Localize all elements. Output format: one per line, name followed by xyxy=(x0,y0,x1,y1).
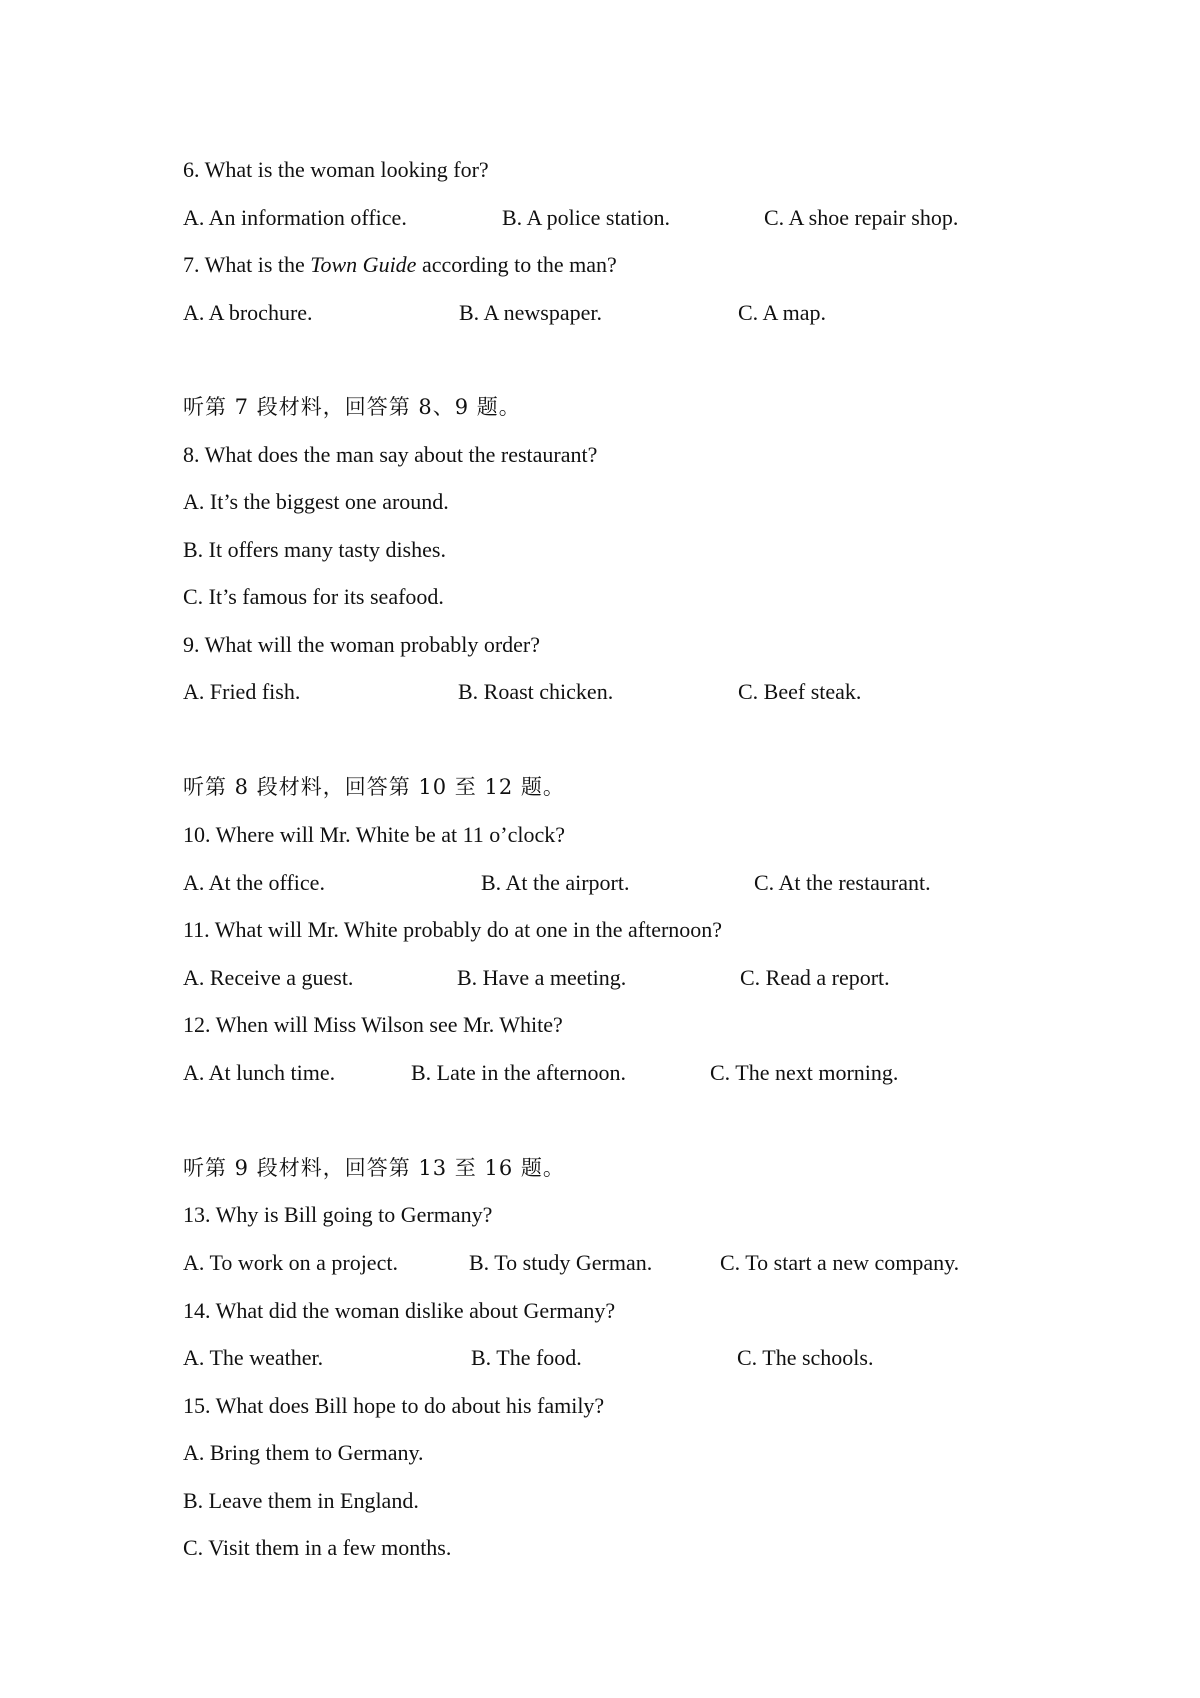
q6-option-a: A. An information office. xyxy=(183,205,407,230)
section-8-heading: 听第 8 段材料，回答第 10 至 12 题。 xyxy=(183,775,565,799)
q12-option-c: C. The next morning. xyxy=(710,1060,899,1085)
question-9-options xyxy=(183,678,1003,706)
q7-option-b: B. A newspaper. xyxy=(459,300,602,325)
question-7-pre: 7. What is the xyxy=(183,252,311,277)
q14-option-a: A. The weather. xyxy=(183,1345,324,1370)
question-6-options xyxy=(183,204,1003,232)
q15-option-a: A. Bring them to Germany. xyxy=(183,1440,424,1465)
question-12-options xyxy=(183,1059,1003,1087)
q11-option-c: C. Read a report. xyxy=(740,965,890,990)
q12-option-a: A. At lunch time. xyxy=(183,1060,336,1085)
question-10-options xyxy=(183,869,1003,897)
question-11-options xyxy=(183,964,1003,992)
q8-option-a: A. It’s the biggest one around. xyxy=(183,489,449,514)
q11-option-b: B. Have a meeting. xyxy=(457,965,627,990)
q11-option-a: A. Receive a guest. xyxy=(183,965,354,990)
question-15: 15. What does Bill hope to do about his family? xyxy=(183,1393,605,1418)
q10-option-a: A. At the office. xyxy=(183,870,325,895)
q13-option-b: B. To study German. xyxy=(469,1250,653,1275)
q8-option-c: C. It’s famous for its seafood. xyxy=(183,584,444,609)
question-13-options xyxy=(183,1249,1003,1277)
question-7-options xyxy=(183,299,1003,327)
q15-option-c: C. Visit them in a few months. xyxy=(183,1535,452,1560)
q13-option-c: C. To start a new company. xyxy=(720,1250,960,1275)
q9-option-a: A. Fried fish. xyxy=(183,679,301,704)
q6-option-b: B. A police station. xyxy=(502,205,671,230)
question-6: 6. What is the woman looking for? xyxy=(183,157,489,182)
question-12: 12. When will Miss Wilson see Mr. White? xyxy=(183,1012,563,1037)
q14-option-b: B. The food. xyxy=(471,1345,582,1370)
q6-option-c: C. A shoe repair shop. xyxy=(764,205,959,230)
q7-option-a: A. A brochure. xyxy=(183,300,313,325)
question-9: 9. What will the woman probably order? xyxy=(183,632,540,657)
q7-option-c: C. A map. xyxy=(738,300,827,325)
q10-option-c: C. At the restaurant. xyxy=(754,870,931,895)
q14-option-c: C. The schools. xyxy=(737,1345,874,1370)
q12-option-b: B. Late in the afternoon. xyxy=(411,1060,627,1085)
q13-option-a: A. To work on a project. xyxy=(183,1250,398,1275)
q15-option-b: B. Leave them in England. xyxy=(183,1488,419,1513)
q9-option-b: B. Roast chicken. xyxy=(458,679,614,704)
question-7 xyxy=(183,251,617,279)
q10-option-b: B. At the airport. xyxy=(481,870,630,895)
q8-option-b: B. It offers many tasty dishes. xyxy=(183,537,446,562)
question-14-options xyxy=(183,1344,1003,1372)
question-8: 8. What does the man say about the restaurant? xyxy=(183,442,598,467)
q9-option-c: C. Beef steak. xyxy=(738,679,862,704)
section-9-heading: 听第 9 段材料，回答第 13 至 16 题。 xyxy=(183,1156,565,1180)
question-7-post: according to the man? xyxy=(416,252,617,277)
question-14: 14. What did the woman dislike about Germany? xyxy=(183,1298,616,1323)
question-7-title: Town Guide xyxy=(310,252,417,277)
section-7-heading: 听第 7 段材料，回答第 8、9 题。 xyxy=(183,395,521,419)
question-13: 13. Why is Bill going to Germany? xyxy=(183,1202,493,1227)
question-11: 11. What will Mr. White probably do at one in the afternoon? xyxy=(183,917,723,942)
question-10: 10. Where will Mr. White be at 11 o’clock? xyxy=(183,822,566,847)
